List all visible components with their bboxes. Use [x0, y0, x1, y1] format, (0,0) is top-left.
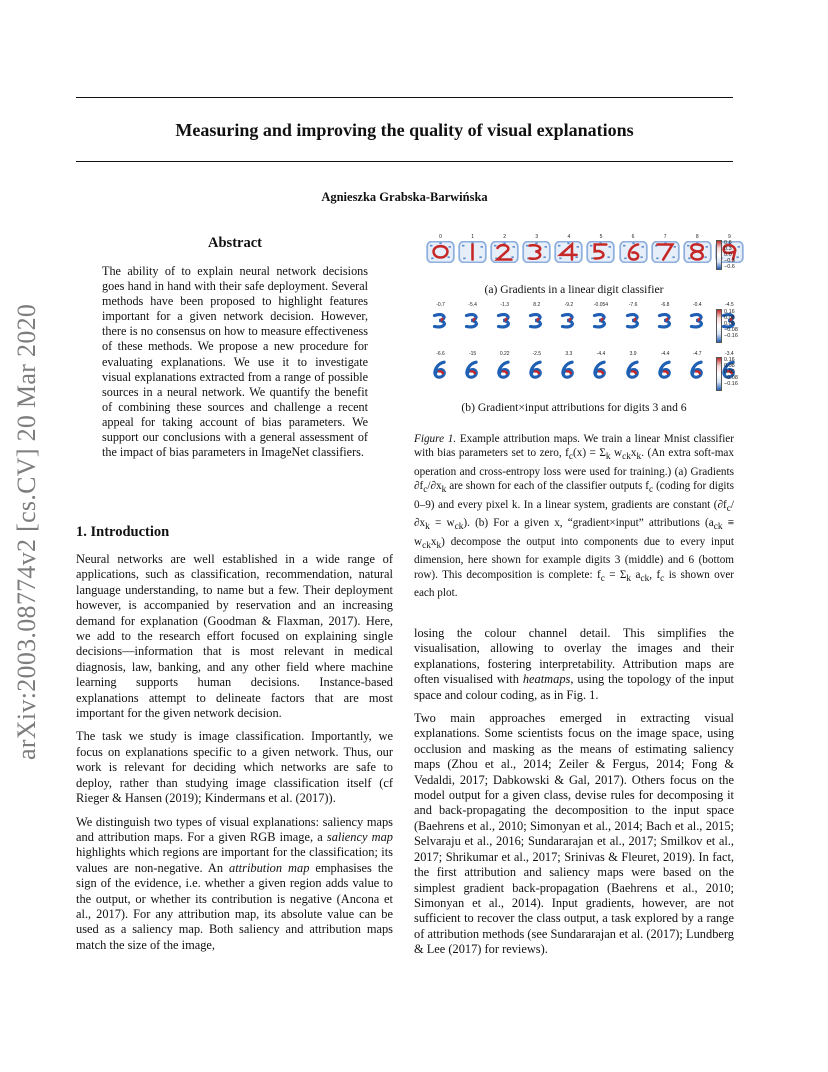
figure-thumbnail [554, 351, 583, 382]
thumbnail-label: -1.3 [500, 302, 509, 308]
subcaption-a: (a) Gradients in a linear digit classifier [484, 283, 664, 296]
intro-paragraph-4: losing the colour channel detail. This simplifies the visualisation, allowing to overlay the images and their explanations, fostering interpretability. Attribution maps are often visualised with heatmaps, using the topology of the input space and colour coding, as in Fig. 1. [414, 626, 734, 702]
figure-thumbnail [554, 234, 583, 263]
colorbar-tick: −0.3 [724, 258, 735, 264]
colorbar-tick: −0.08 [724, 327, 738, 333]
figure-thumbnail [651, 234, 680, 263]
heatmap-image [490, 358, 519, 382]
thumbnail-label: 4 [567, 234, 571, 240]
colorbar-tick: 0.6 [724, 240, 732, 246]
colorbar-tick: −0.16 [724, 333, 738, 339]
thumbnail-label: -0.4 [692, 302, 702, 308]
figure-thumbnail [426, 234, 455, 263]
thumbnail-label: 8.2 [533, 302, 541, 308]
heatmap-image [458, 241, 487, 263]
heatmap-image [458, 309, 487, 333]
colorbar-tick: 0.00 [724, 369, 735, 375]
thumbnail-label: -15 [468, 351, 477, 357]
figure-thumbnail [651, 302, 680, 333]
arxiv-stamp: arXiv:2003.08774v2 [cs.CV] 20 Mar 2020 [12, 303, 41, 760]
heatmap-image [651, 309, 680, 333]
heatmap-image [554, 241, 583, 263]
figure-thumbnail [426, 351, 455, 382]
thumbnail-label: -4.4 [660, 351, 670, 357]
heatmap-image [683, 241, 712, 263]
figure-thumbnail [586, 302, 615, 333]
thumbnail-label: 9 [727, 234, 731, 240]
heatmap-image [426, 309, 455, 333]
thumbnail-label: 0.22 [499, 351, 510, 357]
heatmap-image [490, 309, 519, 333]
thumbnail-label: 0 [439, 234, 442, 240]
colorbar-tick: −0.6 [724, 264, 735, 270]
thumbnail-label: -0.054 [593, 302, 609, 308]
figure-thumbnail [490, 351, 519, 382]
figure-thumbnail [683, 234, 712, 263]
colorbar-tick: 0.08 [724, 363, 735, 369]
thumbnail-label: 6 [631, 234, 635, 240]
thumbnail-label: 3.3 [565, 351, 573, 357]
intro-paragraph-5: Two main approaches emerged in extracting visual explanations. Some scientists focus on the image space, using occlusion and masking as the means of estimating saliency maps (Zhou et al., 2014; Zeiler & Fergus, 2014; Fong & Vedaldi, 2017; Dabkowski & Gal, 2017). Others focus on the model output for a given class, devise rules for decomposing it and back-propagating the decomposition to the input space (Baehrens et al., 2010; Simonyan et al., 2014; Bach et al., 2015; Selvaraju et al., 2016; Sundararajan et al., 2017; Smilkov et al., 2017; Shrikumar et al., 2017; Srinivas & Fleuret, 2019). In fact, the first attribution and saliency maps were based on the simplest gradient back-propagation (Baehrens et al., 2010; Simonyan et al., 2014). Input gradients, however, are not sufficient to recover the class output, a task explored by a range of attribution methods (see Sundararajan et al. (2017); Lundberg & Lee (2017) for reviews). [414, 711, 734, 957]
abstract-heading: Abstract [208, 235, 262, 251]
section-heading-introduction: 1. Introduction [76, 524, 170, 540]
heatmap-image [619, 358, 648, 382]
heatmap-image [586, 309, 615, 333]
thumbnail-label: -4.7 [692, 351, 702, 357]
colorbar-tick: −0.16 [724, 381, 738, 387]
figure-thumbnail [554, 302, 583, 333]
thumbnail-label: 1 [471, 234, 474, 240]
right-column-text [414, 626, 734, 966]
colorbar-tick: 0.16 [724, 357, 735, 363]
heatmap-image [554, 309, 583, 333]
heatmap-image [554, 358, 583, 382]
thumbnail-label: 7 [663, 234, 667, 240]
thumbnail-label: 5 [599, 234, 603, 240]
author-name: Agnieszka Grabska-Barwińska [321, 190, 488, 204]
abstract-text: The ability of to explain neural network decisions goes hand in hand with their safe deployment. Several methods have been proposed to highlight features important for a given network decision. However, there is no consensus on how to measure effectiveness of these methods. We propose a new procedure for evaluating explanations. We use it to investigate visual explanations extracted from a range of possible sources in a neural network. We quantify the benefit of combining these sources and challenge a recent appeal for taking account of bias parameters. We support our conclusions with a general assessment of the impact of bias parameters in ImageNet classifiers. [102, 264, 368, 460]
colorbar-tick: −0.08 [724, 375, 738, 381]
figure-row-digit-3 [426, 302, 747, 333]
heatmap-image [683, 309, 712, 333]
thumbnail-label: -0.7 [436, 302, 445, 308]
figure-thumbnail [651, 351, 680, 382]
figure-thumbnail [586, 351, 615, 382]
thumbnail-label: -4.5 [725, 302, 734, 308]
heatmap-image [586, 241, 615, 263]
thumbnail-label: -5.4 [468, 302, 477, 308]
figure-thumbnail [522, 351, 551, 382]
intro-paragraph-3: We distinguish two types of visual explanations: saliency maps and attribution maps. For a given RGB image, a saliency map highlights which regions are important for the classification; its values are non-negative. An attribution map emphasises the sign of the evidence, i.e. whether a given region adds value to the output, or whether its contribution is negative (Ancona et al., 2017). For any attribution map, its absolute value can be used as a saliency map. Both saliency and attribution maps match the size of the image, [76, 814, 393, 952]
colorbar-b [716, 309, 738, 343]
thumbnail-label: -6.8 [660, 302, 670, 308]
thumbnail-label: -4.4 [596, 351, 606, 357]
thumbnail-label: -7.6 [628, 302, 638, 308]
heatmap-image [426, 241, 455, 263]
top-rule [76, 97, 733, 98]
figure-thumbnail [490, 302, 519, 333]
thumbnail-label: -3.4 [725, 351, 734, 357]
figure-thumbnail [426, 302, 455, 333]
figure-thumbnail [619, 302, 648, 333]
subcaption-b: (b) Gradient×input attributions for digits 3 and 6 [461, 401, 687, 414]
thumbnail-label: 8 [695, 234, 699, 240]
figure-thumbnail [619, 234, 648, 263]
colorbar-c [716, 357, 738, 391]
heatmap-image [619, 241, 648, 263]
heatmap-image [490, 241, 519, 263]
heatmap-image [683, 358, 712, 382]
figure-thumbnail [683, 351, 712, 382]
title-bottom-rule [76, 161, 733, 162]
figure-row-gradients [426, 234, 747, 263]
heatmap-image [426, 358, 455, 382]
colorbar-tick: 0.08 [724, 315, 735, 321]
figure-thumbnail [458, 351, 487, 382]
colorbar-a [716, 240, 735, 270]
thumbnail-label: -9.2 [564, 302, 574, 308]
thumbnail-label: -2.5 [532, 351, 542, 357]
heatmap-image [522, 241, 551, 263]
figure-thumbnail [458, 302, 487, 333]
heatmap-image [458, 358, 487, 382]
figure-thumbnail [619, 351, 648, 382]
thumbnail-label: 2 [503, 234, 507, 240]
left-column-text [76, 552, 393, 961]
figure-thumbnail [522, 302, 551, 333]
heatmap-image [522, 309, 551, 333]
colorbar-tick: 0.3 [724, 246, 732, 252]
heatmap-image [522, 358, 551, 382]
figure-row-digit-6 [426, 351, 747, 382]
figure-thumbnail [683, 302, 712, 333]
heatmap-image [651, 241, 680, 263]
colorbar-tick: 0.00 [724, 321, 735, 327]
figure-caption: Figure 1. Example attribution maps. We train a linear Mnist classifier with bias parameters set to zero, $f_c(x) = \Sigma_k$ $w_{ck}x_k$. (An extra soft-max operation and cross-entropy loss were used for training.) (a) Gradients $\partial f_c/\partial x_k$ are shown for each of the classifier outputs $f_c$ (coding for digits 0–9) and every pixel k. In a linear system, gradients are constant $(\partial f_c/\partial x_k = w_{ck})$. (b) For a given x, “gradient×input” attributions $(a_{ck} \equiv w_{ck}x_k)$ decompose the output into components due to every input dimension, here shown for example digits 3 (middle) and 6 (bottom row). This decomposition is complete: $f_c = \Sigma_k$ $a_{ck}$, $f_c$ is shown over each plot. [414, 433, 735, 600]
figure-thumbnail [586, 234, 615, 263]
colorbar-tick: 0.16 [724, 309, 735, 315]
thumbnail-label: 3 [535, 234, 539, 240]
heatmap-image [619, 309, 648, 333]
colorbar-tick: 0.0 [724, 252, 732, 258]
heatmap-image [586, 358, 615, 382]
thumbnail-label: -6.6 [436, 351, 445, 357]
heatmap-image [651, 358, 680, 382]
figure-thumbnail [458, 234, 487, 263]
thumbnail-label: 3.9 [629, 351, 637, 357]
figure-thumbnail [490, 234, 519, 263]
intro-paragraph-2: The task we study is image classification. Importantly, we focus on explanations specific to a given network. Thus, our work is relevant for deciding which networks are safe to deploy, rather than studying image classification itself (cf Rieger & Hansen (2019); Kindermans et al. (2017)). [76, 729, 393, 806]
intro-paragraph-1: Neural networks are well established in a wide range of applications, such as classification, recommendation, natural language understanding, to name but a few. Their deployment however, is accompanied by reservation and an increasing demand for explanation (Goodman & Flaxman, 2017). Here, we add to the research effort focused on explaining single decisions—information that is most relevant in medical diagnosis, law, banking, and any other field where machine learning supports human decisions. Instance-based explanations attempt to delineate factors that are most important for the given network decision. [76, 552, 393, 721]
paper-title: Measuring and improving the quality of visual explanations [175, 120, 634, 140]
figure-thumbnail [522, 234, 551, 263]
